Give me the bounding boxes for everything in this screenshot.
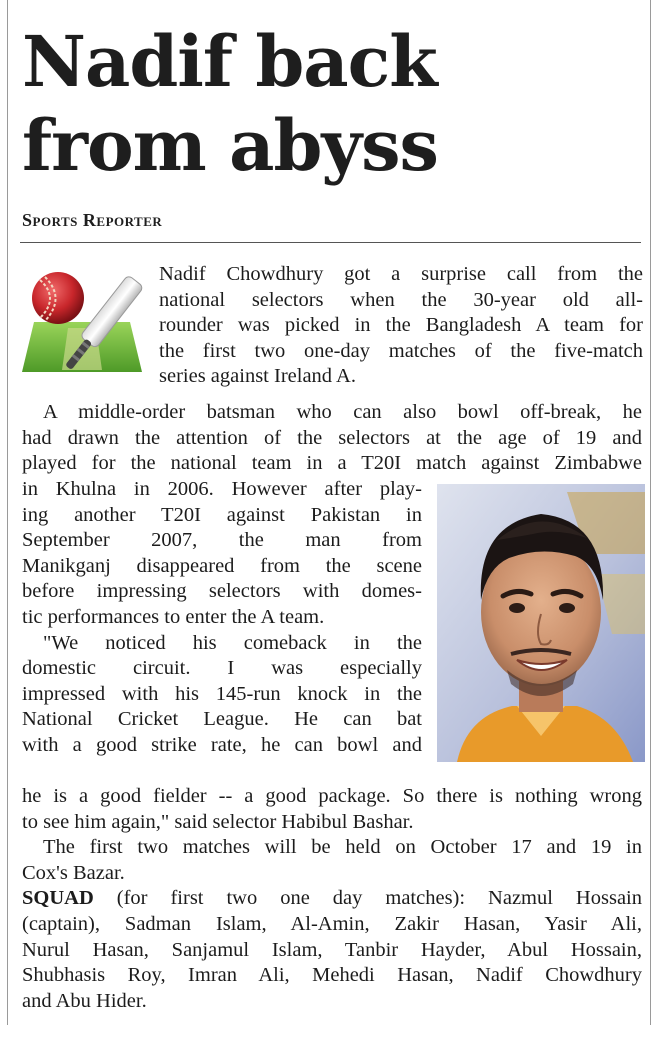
squad-heading-line [22,886,642,912]
intro-paragraph [159,262,643,390]
quote-line: domestic circuit. I was especially [22,657,422,680]
cricket-ball-and-bat-icon [20,266,144,390]
column-rule-right [650,0,651,1025]
quote-line: National Cricket League. He can bat [22,708,422,731]
text-line: Manikganj disappeared from the scene [22,554,422,577]
text-line: rounder was picked in the Bangladesh A team for [159,314,643,337]
quote-line: "We noticed his comeback in the [43,631,422,654]
text-line: national selectors when the 30-year old all- [159,288,643,311]
text-line: tic performances to enter the A team. [22,605,325,628]
squad-line: and Abu Hider. [22,989,147,1012]
text-line: had drawn the attention of the selectors at the age of 19 and [22,426,642,449]
player-portrait-photo [437,484,645,762]
headline-line-2: from abyss [22,104,438,187]
text-line: to see him again," said selector Habibul Bashar. [22,810,414,833]
text-line: Nadif Chowdhury got a surprise call from the [159,263,643,285]
headline-line-1: Nadif back [22,20,437,103]
byline: Sports Reporter [22,210,163,230]
squad-first-line: (for first two one day matches): Nazmul Hossain [93,887,642,910]
headline [22,20,622,188]
squad-line: Nurul Hasan, Sanjamul Islam, Tanbir Hayder, Abul Hossain, [22,938,642,961]
text-line: A middle-order batsman who can also bowl off-break, he [43,401,642,423]
text-beside-photo [22,477,422,759]
squad-label: SQUAD [22,887,94,910]
text-line: the first two one-day matches of the five-match [159,339,643,362]
text-line: played for the national team in a T20I match against Zimbabwe [22,452,642,475]
text-line: series against Ireland A. [159,365,356,388]
text-line: he is a good fielder -- a good package. So there is nothing wrong [22,785,642,807]
text-line: in Khulna in 2006. However after play- [22,478,422,500]
text-line: ing another T20I against Pakistan in [22,503,422,526]
closing-text [22,784,642,1014]
text-line: Cox's Bazar. [22,861,125,884]
quote-line: with a good strike rate, he can bowl and [22,733,422,756]
text-line: before impressing selectors with domes- [22,580,422,603]
quote-line: impressed with his 145-run knock in the [22,682,422,705]
second-paragraph-wide [22,400,642,477]
text-line: September 2007, the man from [22,529,422,552]
cricket-ball [32,272,84,324]
column-rule-left [7,0,8,1025]
byline-divider [20,242,641,243]
squad-line: Shubhasis Roy, Imran Ali, Mehedi Hasan, Nadif Chowdhury [22,964,642,987]
text-line: The first two matches will be held on October 17 and 19 in [43,836,642,859]
squad-line: (captain), Sadman Islam, Al-Amin, Zakir Hasan, Yasir Ali, [22,912,642,935]
